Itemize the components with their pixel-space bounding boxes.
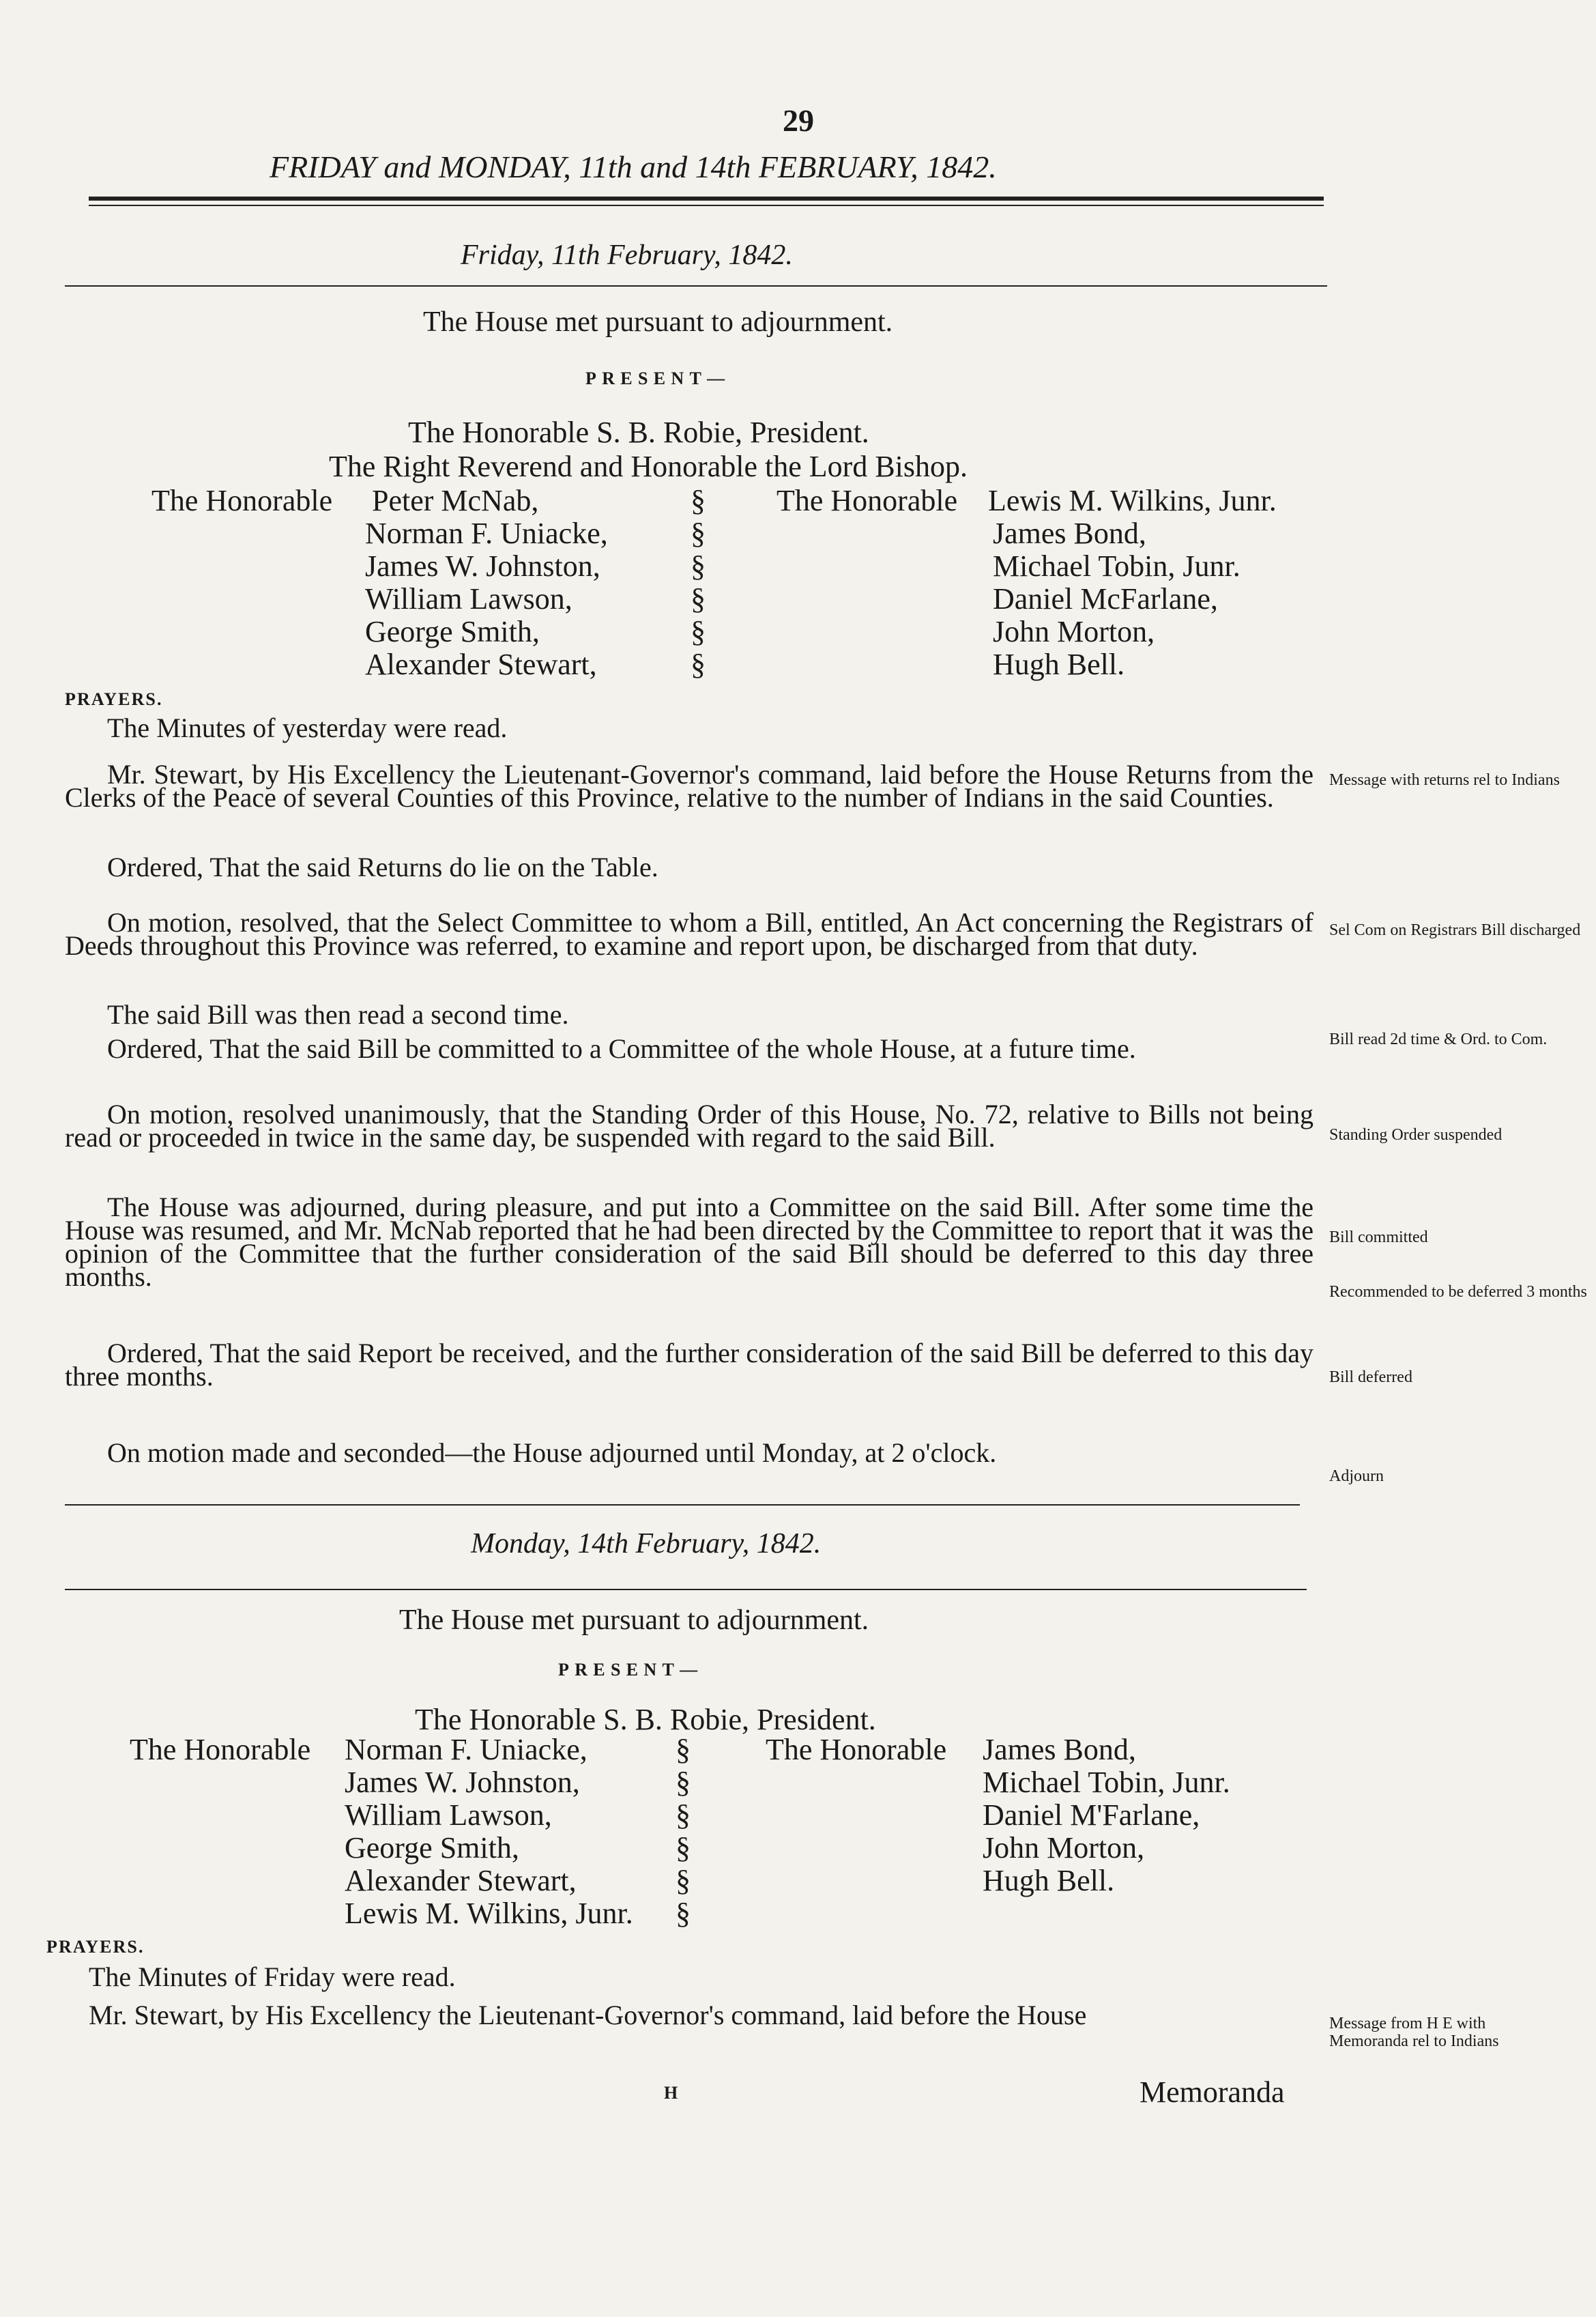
margin-note: Message from H E with Memoranda rel to Indians bbox=[1329, 2015, 1499, 2050]
friday-paragraph: Ordered, That the said Returns do lie on the Table. bbox=[107, 852, 658, 882]
friday-left-prefix: The Honorable bbox=[151, 484, 333, 517]
monday-rule bbox=[65, 1589, 1307, 1590]
friday-prayers-label: PRAYERS. bbox=[65, 689, 163, 709]
section-mark-icon: § bbox=[691, 517, 706, 550]
friday-adjourn-paragraph: On motion made and seconded—the House adjourned until Monday, at 2 o'clock. bbox=[107, 1437, 997, 1468]
margin-note: Standing Order suspended bbox=[1329, 1126, 1503, 1144]
margin-note: Adjourn bbox=[1329, 1467, 1384, 1485]
monday-right-prefix: The Honorable bbox=[766, 1733, 947, 1766]
monday-right-member: Daniel M'Farlane, bbox=[983, 1798, 1200, 1832]
monday-left-member: William Lawson, bbox=[345, 1798, 552, 1832]
section-mark-icon: § bbox=[676, 1733, 691, 1766]
monday-met: The House met pursuant to adjournment. bbox=[399, 1604, 869, 1636]
friday-right-member: John Morton, bbox=[993, 615, 1155, 648]
section-mark-icon: § bbox=[691, 648, 706, 681]
header-rule-thick bbox=[89, 197, 1324, 201]
friday-present-label: PRESENT— bbox=[585, 369, 731, 388]
monday-left-member: Alexander Stewart, bbox=[345, 1864, 577, 1897]
section-mark-icon: § bbox=[691, 615, 706, 648]
monday-prayers-label: PRAYERS. bbox=[46, 1937, 145, 1957]
friday-paragraph: The said Bill was then read a second time. bbox=[107, 999, 569, 1030]
friday-left-member: William Lawson, bbox=[365, 582, 572, 616]
friday-paragraph: Ordered, That the said Report be received, and the further consideration of the said Bill be deferred to this day three months. bbox=[65, 1338, 1314, 1392]
margin-note: Bill read 2d time & Ord. to Com. bbox=[1329, 1031, 1548, 1048]
friday-right-member: Lewis M. Wilkins, Junr. bbox=[988, 484, 1277, 517]
monday-left-member: James W. Johnston, bbox=[345, 1766, 580, 1799]
friday-bishop: The Right Reverend and Honorable the Lord Bishop. bbox=[329, 450, 968, 483]
monday-right-member: Michael Tobin, Junr. bbox=[983, 1766, 1230, 1799]
section-mark-icon: § bbox=[691, 549, 706, 583]
monday-paragraph: The Minutes of Friday were read. bbox=[89, 1961, 456, 1992]
header-rule-thin bbox=[89, 205, 1324, 206]
section-mark-icon: § bbox=[691, 582, 706, 616]
section-mark-icon: § bbox=[691, 484, 706, 517]
section-mark-icon: § bbox=[676, 1831, 691, 1865]
margin-note: Recommended to be deferred 3 months bbox=[1329, 1283, 1587, 1301]
page-title: FRIDAY and MONDAY, 11th and 14th FEBRUARY, 1842. bbox=[270, 149, 997, 184]
page-number: 29 bbox=[783, 103, 814, 138]
monday-date-heading: Monday, 14th February, 1842. bbox=[471, 1528, 822, 1559]
section-mark-icon: § bbox=[676, 1864, 691, 1897]
margin-note: Bill deferred bbox=[1329, 1368, 1412, 1386]
monday-present-label: PRESENT— bbox=[558, 1660, 703, 1680]
friday-left-member: Alexander Stewart, bbox=[365, 648, 597, 681]
friday-paragraph: The House was adjourned, during pleasure, and put into a Committee on the said Bill. After some time the House was resumed, and Mr. McNab reported that he had been directed by the Committee to report that it was the opinion of the Committee that the further consideration of the said Bill should be deferred to this day three months. bbox=[65, 1192, 1314, 1292]
monday-right-member: James Bond, bbox=[983, 1733, 1136, 1766]
catchword: Memoranda bbox=[1140, 2075, 1285, 2109]
friday-right-member: Michael Tobin, Junr. bbox=[993, 549, 1240, 583]
friday-left-member: Peter McNab, bbox=[372, 484, 539, 517]
friday-rule bbox=[65, 285, 1327, 287]
friday-paragraph: On motion, resolved, that the Select Committee to whom a Bill, entitled, An Act concerning the Registrars of Deeds throughout this Province was referred, to examine and report upon, be discharged from that duty. bbox=[65, 907, 1314, 961]
friday-right-member: James Bond, bbox=[993, 517, 1146, 550]
monday-paragraph: Mr. Stewart, by His Excellency the Lieutenant-Governor's command, laid before the House bbox=[89, 2000, 1087, 2030]
monday-president: The Honorable S. B. Robie, President. bbox=[415, 1703, 876, 1736]
section-mark-icon: § bbox=[676, 1897, 691, 1930]
friday-left-member: Norman F. Uniacke, bbox=[365, 517, 608, 550]
monday-right-member: John Morton, bbox=[983, 1831, 1145, 1865]
friday-paragraph: On motion, resolved unanimously, that the Standing Order of this House, No. 72, relative to Bills not being read or proceeded in twice in the same day, be suspended with regard to the said Bill. bbox=[65, 1099, 1314, 1153]
friday-left-member: James W. Johnston, bbox=[365, 549, 600, 583]
friday-paragraph: The Minutes of yesterday were read. bbox=[107, 713, 508, 743]
monday-left-member: Norman F. Uniacke, bbox=[345, 1733, 587, 1766]
monday-left-prefix: The Honorable bbox=[130, 1733, 311, 1766]
monday-right-member: Hugh Bell. bbox=[983, 1864, 1115, 1897]
friday-right-member: Hugh Bell. bbox=[993, 648, 1125, 681]
friday-paragraph: Ordered, That the said Bill be committed to a Committee of the whole House, at a future time. bbox=[107, 1033, 1136, 1064]
friday-date-heading: Friday, 11th February, 1842. bbox=[461, 240, 793, 271]
friday-paragraph: Mr. Stewart, by His Excellency the Lieutenant-Governor's command, laid before the House Returns from the Clerks of the Peace of several Counties of this Province, relative to the number of Indians in the said Counties. bbox=[65, 759, 1314, 813]
signature-mark: H bbox=[664, 2083, 678, 2103]
section-mark-icon: § bbox=[676, 1798, 691, 1832]
friday-left-member: George Smith, bbox=[365, 615, 540, 648]
friday-end-rule bbox=[65, 1504, 1300, 1506]
margin-note: Bill committed bbox=[1329, 1228, 1428, 1246]
margin-note: Sel Com on Registrars Bill discharged bbox=[1329, 921, 1581, 939]
friday-right-prefix: The Honorable bbox=[777, 484, 958, 517]
friday-right-member: Daniel McFarlane, bbox=[993, 582, 1218, 616]
section-mark-icon: § bbox=[676, 1766, 691, 1799]
margin-note: Message with returns rel to Indians bbox=[1329, 771, 1560, 789]
friday-president: The Honorable S. B. Robie, President. bbox=[408, 416, 869, 449]
monday-left-member: George Smith, bbox=[345, 1831, 519, 1865]
monday-left-member: Lewis M. Wilkins, Junr. bbox=[345, 1897, 633, 1930]
friday-met: The House met pursuant to adjournment. bbox=[423, 306, 893, 338]
